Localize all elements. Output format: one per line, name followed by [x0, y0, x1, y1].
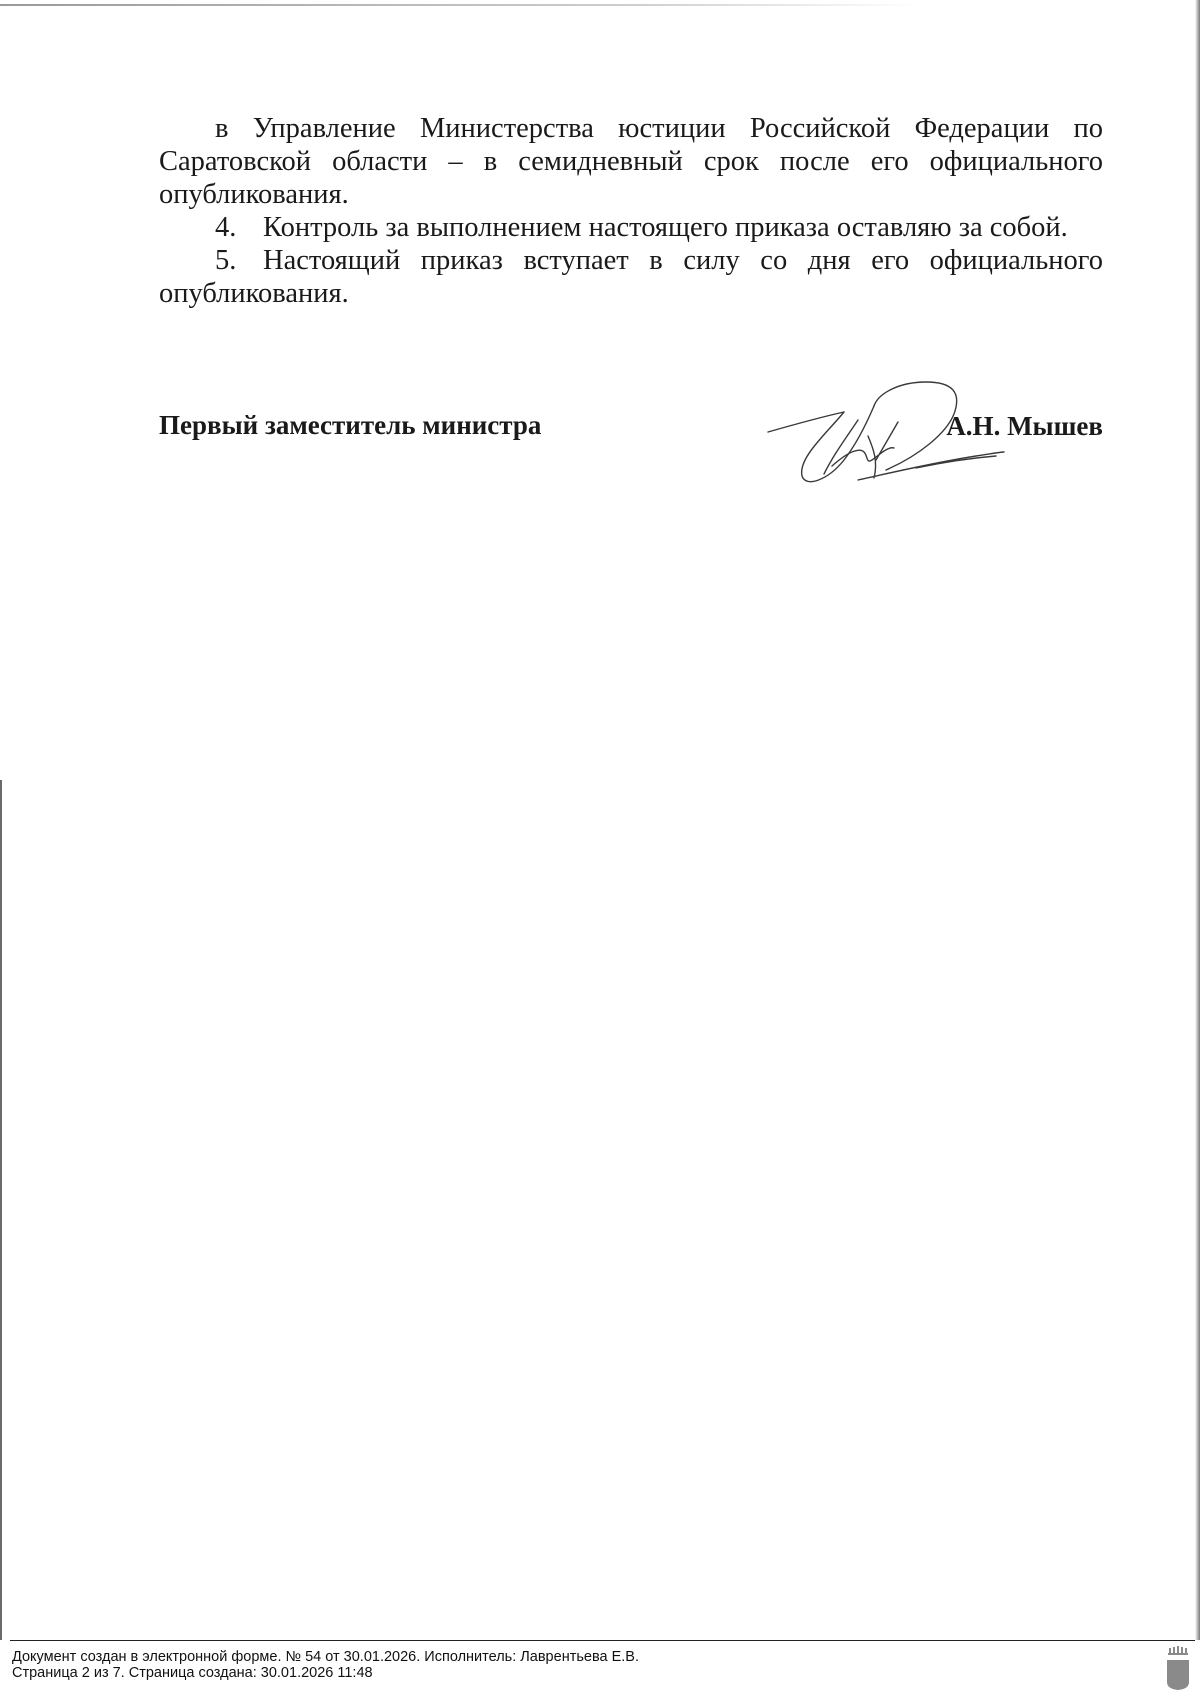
scan-top-edge — [0, 4, 920, 6]
item-number: 4. — [215, 212, 237, 243]
signer-name: А.Н. Мышев — [946, 411, 1103, 441]
scan-left-edge — [0, 780, 2, 1640]
footer-text — [12, 1649, 639, 1681]
paragraph-text: Настоящий приказ вступает в силу со дня его официального опубликования. — [159, 245, 1103, 309]
paragraph-item-4 — [159, 211, 1103, 244]
document-body — [159, 112, 1103, 310]
coat-of-arms-icon — [1166, 1646, 1190, 1690]
item-number: 5. — [215, 245, 237, 276]
paragraph-text: в Управление Министерства юстиции Российской Федерации по Саратовской области – в семидневный срок после его официального опубликования. — [159, 113, 1103, 210]
footer-page-info: Страница 2 из 7. Страница создана: 30.01.2026 11:48 — [12, 1665, 373, 1681]
signer-position: Первый заместитель министра — [159, 410, 542, 440]
paragraph-text: Контроль за выполнением настоящего приказа оставляю за собой. — [263, 212, 1068, 243]
signature-block — [159, 410, 1103, 490]
scan-right-edge — [1195, 0, 1200, 1640]
paragraph-item-5 — [159, 244, 1103, 310]
paragraph-continuation — [159, 112, 1103, 211]
footer-document-info: Документ создан в электронной форме. № 54 от 30.01.2026. Исполнитель: Лаврентьева Е.В. — [12, 1649, 639, 1665]
footer-divider — [10, 1640, 1195, 1641]
document-footer — [0, 1640, 1200, 1698]
